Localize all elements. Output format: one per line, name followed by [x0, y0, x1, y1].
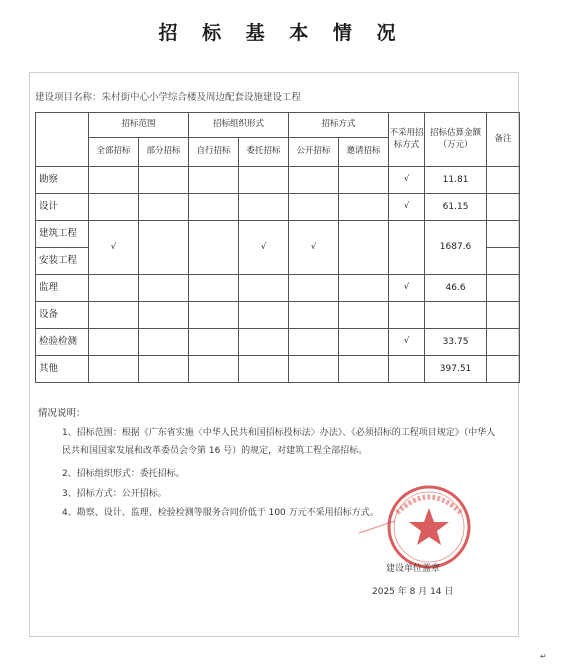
table-row	[36, 221, 520, 248]
notes-title: 情况说明：	[38, 408, 86, 419]
header-remark: 备注	[487, 113, 520, 167]
subheader-self: 自行招标	[189, 138, 239, 167]
header-method: 招标方式	[289, 113, 389, 138]
entrust-check: √	[239, 221, 289, 275]
note-item-2: 2、招标组织形式：委托招标。	[62, 469, 185, 479]
row-label-equipment: 设备	[36, 302, 89, 329]
project-name: 建设项目名称：朱村街中心小学综合楼及周边配套设施建设工程	[35, 92, 302, 103]
return-mark: ↵	[540, 652, 547, 661]
seal-caption: 建设单位盖章	[386, 564, 441, 574]
subheader-open: 公开招标	[289, 138, 339, 167]
header-estimate: 招标估算金额（万元）	[425, 113, 487, 167]
estimate-amount: 61.15	[425, 194, 487, 221]
full-tender-check: √	[89, 221, 139, 275]
page-title: 招 标 基 本 情 况	[158, 22, 405, 44]
no-tender-check	[389, 356, 425, 383]
estimate-amount	[425, 302, 487, 329]
no-tender-check: √	[389, 194, 425, 221]
table-row	[36, 356, 520, 383]
table-row	[36, 194, 520, 221]
row-label-supervision: 监理	[36, 275, 89, 302]
header-scope: 招标范围	[89, 113, 189, 138]
row-label-construction: 建筑工程	[36, 221, 89, 248]
header-organization: 招标组织形式	[189, 113, 289, 138]
table-row	[36, 329, 520, 356]
seal-date: 2025 年 8 月 14 日	[372, 587, 454, 597]
open-tender-check: √	[289, 221, 339, 275]
note-item-4: 4、勘察、设计、监理、检验检测等服务合同价低于 100 万元不采用招标方式。	[62, 508, 379, 518]
row-label-survey: 勘察	[36, 167, 89, 194]
estimate-amount: 11.81	[425, 167, 487, 194]
header-row-1	[36, 113, 520, 138]
corner-cell	[36, 113, 89, 167]
estimate-amount: 33.75	[425, 329, 487, 356]
row-label-testing: 检验检测	[36, 329, 89, 356]
no-tender-check	[389, 302, 425, 329]
table-row	[36, 302, 520, 329]
row-label-installation: 安装工程	[36, 248, 89, 275]
subheader-invite: 邀请招标	[339, 138, 389, 167]
subheader-entrust: 委托招标	[239, 138, 289, 167]
row-label-other: 其他	[36, 356, 89, 383]
no-tender-check: √	[389, 275, 425, 302]
header-no-tender: 不采用招标方式	[389, 113, 425, 167]
subheader-partial: 部分招标	[139, 138, 189, 167]
bidding-table	[35, 112, 520, 383]
note-item-1: 1、招标范围：根据《广东省实施〈中华人民共和国招标投标法〉办法》、《必须招标的工程项目规定》（中华人民共和国国家发展和改革委员会令第 16 号）的规定，对建筑工程全部招标。	[62, 428, 496, 456]
table-row	[36, 167, 520, 194]
no-tender-check: √	[389, 167, 425, 194]
estimate-amount: 397.51	[425, 356, 487, 383]
estimate-amount: 46.6	[425, 275, 487, 302]
no-tender-check: √	[389, 329, 425, 356]
row-label-design: 设计	[36, 194, 89, 221]
note-item-3: 3、招标方式：公开招标。	[62, 489, 167, 499]
subheader-full: 全部招标	[89, 138, 139, 167]
table-row	[36, 275, 520, 302]
estimate-amount: 1687.6	[425, 221, 487, 275]
